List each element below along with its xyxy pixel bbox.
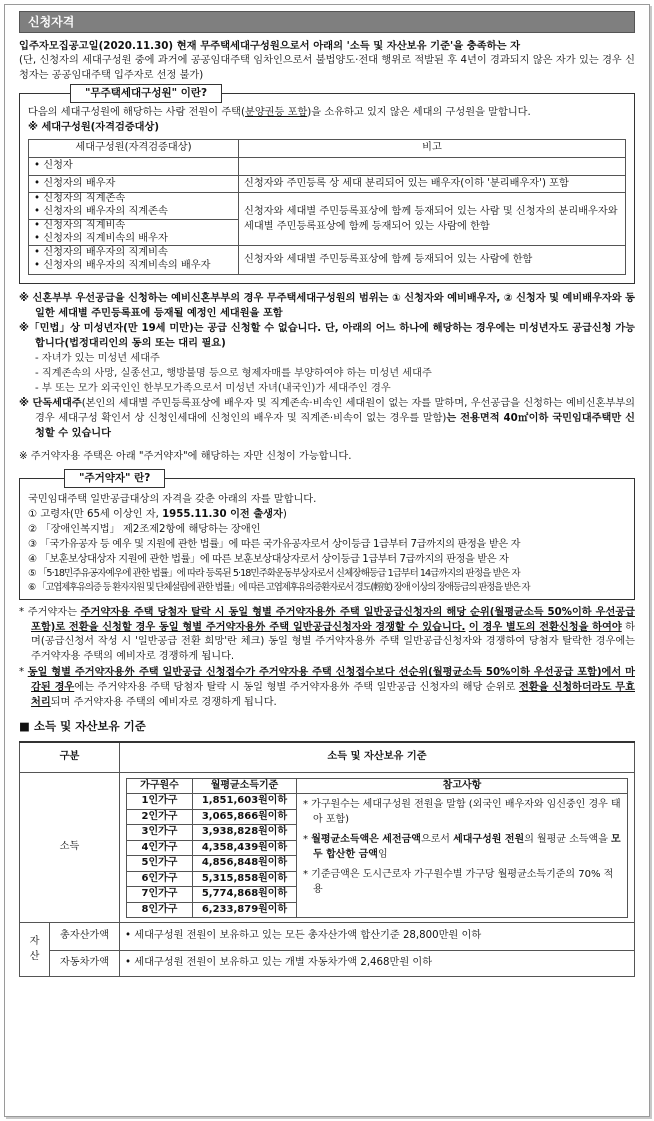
income-row: 4인가구 4,358,439원이하 <box>127 840 628 856</box>
car-value-standard: • 세대구성원 전원이 보유하고 있는 개별 자동차가액 2,468만원 이하 <box>120 951 635 977</box>
household-members-table <box>28 139 626 275</box>
household-members-subtitle: ※ 세대구성원(자격검증대상) <box>28 122 160 134</box>
vulnerable-item: ③ 「국가유공자 등 예우 및 지원에 관한 법률」에 따른 국가유공자로서 상이등급 1급부터 7급까지의 판정을 받은 자 <box>28 538 521 550</box>
vulnerable-item: ① 고령자(만 65세 이상인 자, 1955.11.30 이전 출생자) <box>28 509 287 521</box>
minor-exception-item: - 부 또는 모가 외국인인 한부모가족으로서 미성년 자녀(내국인)가 세대주인 경우 <box>35 382 391 394</box>
income-row: 1인가구 1,851,603원이하 * 가구원수는 세대구성원 전원을 말함 (외국인 배우자와 임신중인 경우 태아 포함) * 월평균소득액은 세전금액으로서 세대구성원 전원의 월평균 소득액을 모두 합산한 금액임 * 기준금액은 도시근로자 가구원수별 가구당 월평균소득기준의 70% 적용 <box>127 794 628 810</box>
table-header: 세대구성원(자격검증대상) <box>29 140 239 158</box>
definition-underlined: 분양권등 포함 <box>245 107 308 119</box>
table-row <box>29 193 626 246</box>
member-cell: • 신청자의 배우자 <box>29 175 239 193</box>
vulnerable-item: ⑥ 「고엽제후유의증 등 환자지원 및 단체설립에 관한 법률」에 따른 고엽제후유의증환자로서 경도(輕度) 장애 이상의 장애등급의 판정을 받은 자 <box>28 582 530 594</box>
vulnerable-lead: 국민임대주택 일반공급대상의 자격을 갖춘 아래의 자를 말합니다. <box>28 494 317 506</box>
note-cell <box>239 157 626 175</box>
definition-text-end: )을 소유하고 있지 않은 세대의 구성원을 말합니다. <box>307 107 531 119</box>
homeless-household-definition <box>28 106 626 121</box>
income-row: 6인가구 5,315,858원이하 <box>127 871 628 887</box>
table-header: 비고 <box>239 140 626 158</box>
document-page <box>4 4 650 1117</box>
eligibility-exception: (단, 신청자의 세대구성원 중에 과거에 공공임대주택 임차인으로서 불법양도·전대 행위로 적발된 후 4년이 경과되지 않은 자가 있는 경우 신청자는 공공임대주택 입주자로 선정 불가) <box>19 54 635 81</box>
homeless-household-tab: "무주택세대구성원" 이란? <box>70 84 222 103</box>
inner-header: 월평균소득기준 <box>193 778 297 794</box>
income-row: 8인가구 6,233,879원이하 <box>127 902 628 918</box>
notes-section <box>19 292 635 465</box>
note-single-householder: ※ 단독세대주(본인의 세대별 주민등록표상에 배우자 및 직계존속·비속인 세대원이 없는 자를 말하며, 우선공급을 신청하는 예비신혼부부의 경우 세대구성 확인서 상 신청인세대에 신청인의 배우자 및 직계존·비속이 없는 경우를 말함)는 전용면적 40㎡이하 국민임대주택만 신청할 수 있습니다 <box>19 398 635 439</box>
vulnerable-item: ② 「장애인복지법」 제2조제2항에 해당하는 장애인 <box>28 524 261 536</box>
eligibility-intro: 입주자모집공고일(2020.11.30) 현재 무주택세대구성원으로서 아래의 '소득 및 자산보유 기준'을 충족하는 자 <box>19 40 521 52</box>
vulnerable-tab: "주거약자" 란? <box>64 469 165 488</box>
criteria-table <box>19 741 635 977</box>
income-row: 3인가구 3,938,828원이하 <box>127 825 628 841</box>
conversion-note-1: * 주거약자는 주거약자용 주택 당첨자 탈락 시 동일 형별 주거약자용外 주택 일반공급신청자의 해당 순위(월평균소득 50%이하 우선공급 포함)로 전환을 신청할 경우 동일 형별 주거약자용外 주택 일반공급신청자와 경쟁할 수 있습니다. 이 경우 별도의 전환신청을 하여야 하며(공급신청서 작성 시 '일반공급 전환 희망'란 체크) 동일 형별 주거약자용外 주택 일반공급신청자와 경쟁하여 당첨자 탈락한 경우에는 주거약자용 주택의 예비자로 경쟁하게 됩니다. <box>19 606 635 663</box>
note-cell: 신청자와 세대별 주민등록표상에 함께 등재되어 있는 사람 및 신청자의 분리배우자와 세대별 주민등록표상에 함께 등재되어 있는 사람에 한함 <box>239 193 626 246</box>
inner-header: 가구원수 <box>127 778 193 794</box>
total-asset-standard: • 세대구성원 전원이 보유하고 있는 모든 총자산가액 합산기준 28,800만원 이하 <box>120 923 635 951</box>
table-row <box>29 157 626 175</box>
income-cell <box>120 772 635 923</box>
total-asset-label: 총자산가액 <box>50 923 120 951</box>
vulnerable-item: ⑤ 「5·18민주유공자예우에 관한 법률」에 따라 등록된 5·18민주화운동부상자로서 신체장해등급 1급부터 14급까지의 판정을 받은 자 <box>28 568 520 580</box>
inner-header: 참고사항 <box>297 778 628 794</box>
car-value-label: 자동차가액 <box>50 951 120 977</box>
income-row: 7인가구 5,774,868원이하 <box>127 887 628 903</box>
income-reference: * 가구원수는 세대구성원 전원을 말함 (외국인 배우자와 임신중인 경우 태아 포함) * 월평균소득액은 세전금액으로서 세대구성원 전원의 월평균 소득액을 모두 합산한 금액임 * 기준금액은 도시근로자 가구원수별 가구당 월평균소득기준의 70% 적용 <box>297 794 628 918</box>
income-label: 소득 <box>20 772 120 923</box>
minor-exception-item: - 직계존속의 사망, 실종선고, 행방불명 등으로 형제자매를 부양하여야 하는 미성년 세대주 <box>35 367 432 379</box>
note-minor: ※「민법」상 미성년자(만 19세 미만)는 공급 신청할 수 없습니다. 단, 아래의 어느 하나에 해당하는 경우에는 미성년자도 공급신청 가능합니다(법정대리인의 동의 또는 대리 필요) <box>19 323 636 350</box>
income-row: 5인가구 4,856,848원이하 <box>127 856 628 872</box>
member-cell: • 신청자의 배우자의 직계비속 • 신청자의 배우자의 직계비속의 배우자 <box>29 246 239 275</box>
note-cell: 신청자와 주민등록 상 세대 분리되어 있는 배우자(이하 '분리배우자') 포함 <box>239 175 626 193</box>
homeless-household-box <box>19 87 635 283</box>
vulnerable-box <box>19 472 635 599</box>
asset-label: 자산 <box>20 923 50 977</box>
section-title: 신청자격 <box>19 11 635 33</box>
note-vulnerable-housing: ※ 주거약자용 주택은 아래 "주거약자"에 해당하는 자만 신청이 가능합니다. <box>19 450 352 462</box>
vulnerable-item: ④ 「보훈보상대상자 지원에 관한 법률」에 따른 보훈보상대상자로서 상이등급 1급부터 7급까지의 판정을 받은 자 <box>28 553 509 565</box>
income-table <box>126 778 628 919</box>
member-cell: • 신청자 <box>29 157 239 175</box>
conversion-notes <box>19 606 635 710</box>
criteria-col-standard: 소득 및 자산보유 기준 <box>120 742 635 772</box>
table-row <box>29 246 626 275</box>
criteria-col-category: 구분 <box>20 742 120 772</box>
note-cell: 신청자와 세대별 주민등록표상에 함께 등재되어 있는 사람에 한함 <box>239 246 626 275</box>
income-row: 2인가구 3,065,866원이하 <box>127 809 628 825</box>
minor-exception-item: - 자녀가 있는 미성년 세대주 <box>35 353 160 365</box>
definition-text: 다음의 세대구성원에 해당하는 사람 전원이 주택( <box>28 107 245 119</box>
member-cell: • 신청자의 직계존속 • 신청자의 배우자의 직계존속 • 신청자의 직계비속 • 신청자의 직계비속의 배우자 <box>29 193 239 246</box>
criteria-heading: ■ 소득 및 자산보유 기준 <box>19 719 146 734</box>
note-newlywed: ※ 신혼부부 우선공급을 신청하는 예비신혼부부의 경우 무주택세대구성원의 범위는 ① 신청자와 예비배우자, ② 신청자 및 예비배우자와 동일한 세대별 주민등록표에 등재될 예정인 세대원을 포함 <box>19 292 636 319</box>
conversion-note-2: * 동일 형별 주거약자용外 주택 일반공급 신청접수가 주거약자용 주택 신청접수보다 선순위(월평균소득 50%이하 우선공급 포함)에서 마감된 경우에는 주거약자용 주택 당첨자 탈락 시 동일 형별 주거약자용外 주택 일반공급 신청자의 해당 순위로 전환을 신청하더라도 무효처리되며 주거약자용 주택의 예비자로 경쟁하게 됩니다. <box>19 667 635 708</box>
table-row <box>29 175 626 193</box>
